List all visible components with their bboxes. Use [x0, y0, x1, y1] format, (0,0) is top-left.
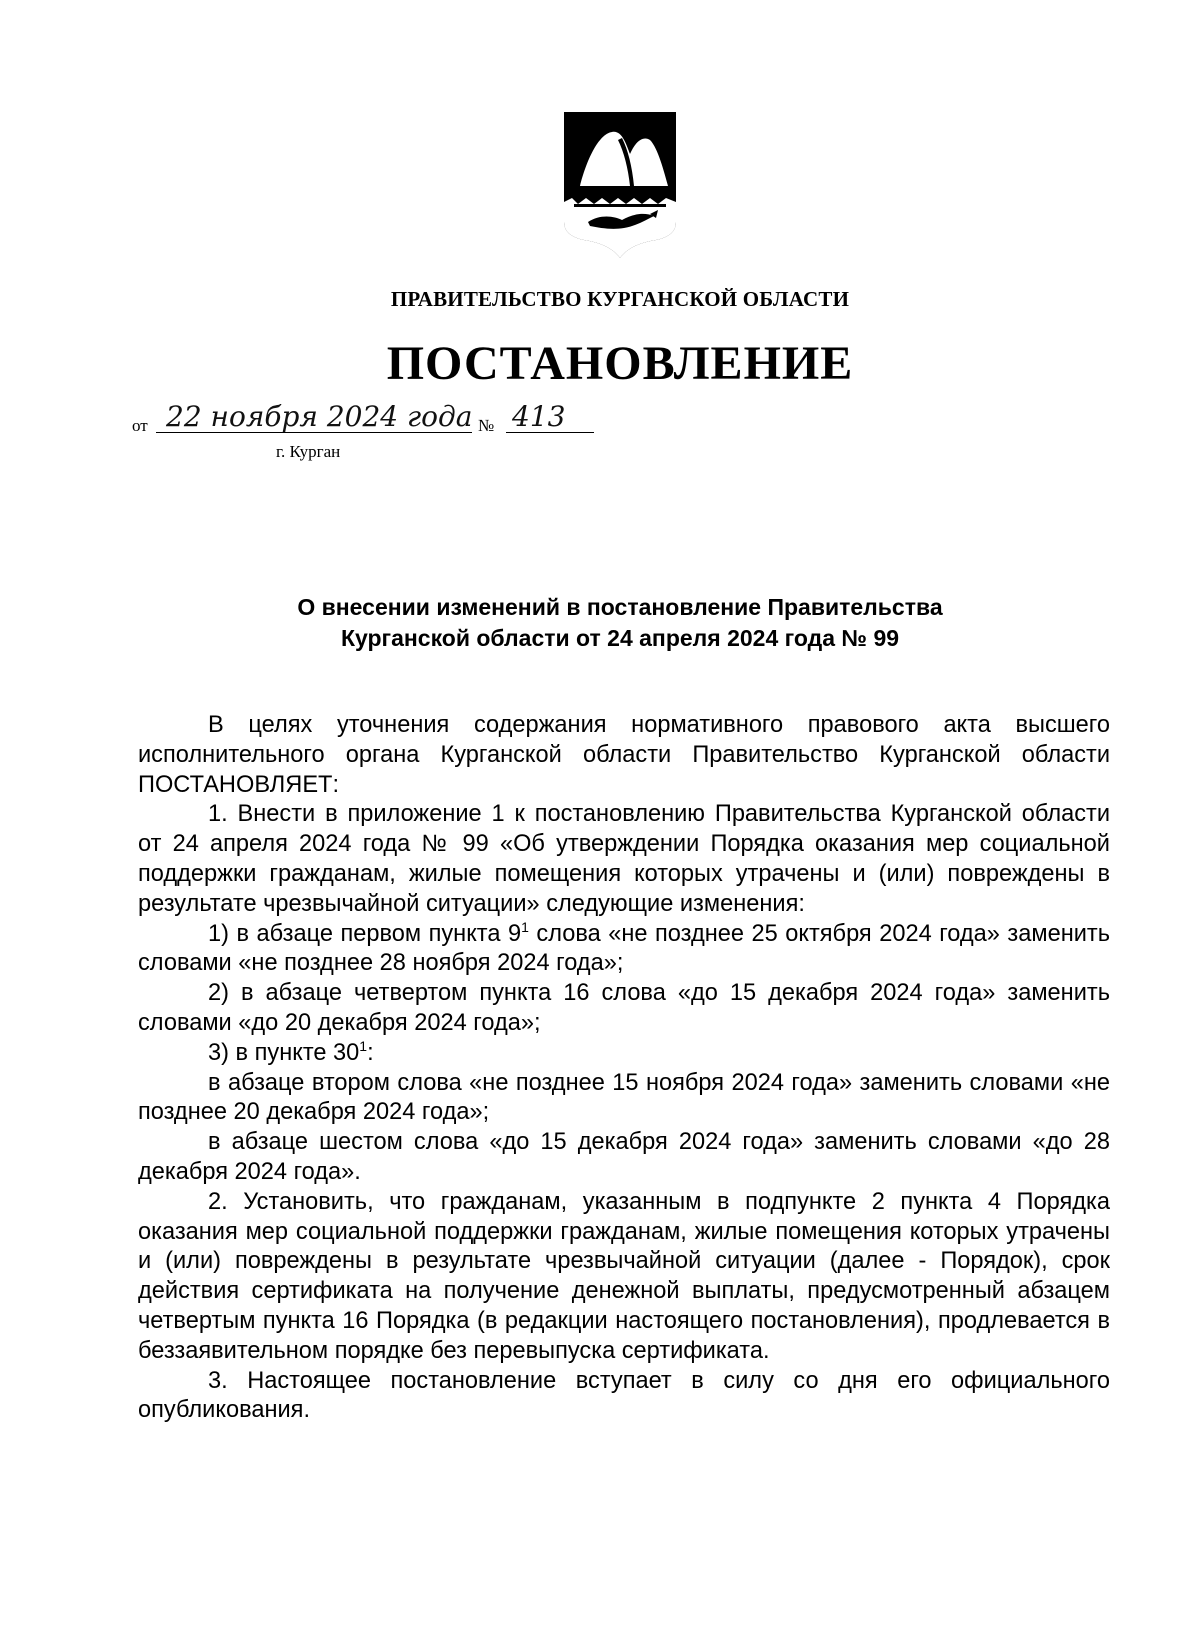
subitem-3-text-a: 3) в пункте 30 — [208, 1039, 360, 1066]
date-prefix: от — [132, 416, 148, 435]
subitem-1-paragraph — [138, 920, 1110, 980]
subitem-3-superscript: 1 — [359, 1037, 368, 1054]
number-prefix: № — [478, 416, 495, 435]
organization-name: ПРАВИТЕЛЬСТВО КУРГАНСКОЙ ОБЛАСТИ — [390, 287, 850, 311]
handwritten-number: 413 — [512, 400, 566, 433]
subitem-3-text-b: : — [367, 1039, 374, 1066]
item-3-paragraph: 3. Настоящее постановление вступает в силу со дня его официального опубликования. — [138, 1367, 1110, 1424]
title-line-1: О внесении изменений в постановление Правительства — [297, 594, 943, 620]
document-type: ПОСТАНОВЛЕНИЕ — [386, 337, 854, 390]
subitem-3-paragraph — [138, 1039, 1110, 1069]
subitem-1-superscript: 1 — [521, 918, 529, 935]
item-1-paragraph: 1. Внести в приложение 1 к постановлению Правительства Курганской области от 24 апреля 2024 года № 99 «Об утверждении Порядка оказания мер социальной поддержки гражданам, жилые помещения которых утрачены и (или) повреждены в результате чрезвычайной ситуации» следующие изменения: — [138, 801, 1110, 917]
kurgan-coat-of-arms-icon — [560, 110, 680, 260]
document-body — [138, 711, 1110, 1426]
subitem-2-paragraph: 2) в абзаце четвертом пункта 16 слова «до 15 декабря 2024 года» заменить словами «до 20 декабря 2024 года»; — [138, 980, 1110, 1036]
document-title — [150, 592, 1090, 654]
subitem-3-paragraph-1: в абзаце втором слова «не позднее 15 ноября 2024 года» заменить словами «не позднее 20 декабря 2024 года»; — [138, 1069, 1110, 1126]
item-2-paragraph: 2. Установить, что гражданам, указанным в подпункте 2 пункта 4 Порядка оказания мер социальной поддержки гражданам, жилые помещения которых утрачены и (или) повреждены в результате чрезвычайной ситуации (далее - Порядок), срок действия сертификата на получение денежной выплаты, предусмотренный абзацем четвертым пункта 16 Порядка (в редакции настоящего постановления), продлевается в беззаявительном порядке без перевыпуска сертификата. — [138, 1188, 1110, 1364]
city-label: г. Курган — [276, 442, 341, 461]
preamble-paragraph: В целях уточнения содержания нормативного правового акта высшего исполнительного органа Курганской области Правительство Курганской области ПОСТАНОВЛЯЕТ: — [138, 712, 1110, 798]
handwritten-date: 22 ноября 2024 года — [166, 400, 473, 433]
subitem-1-text-b: слова «не позднее 25 октября 2024 года» заменить словами «не позднее 28 ноября 2024 года»; — [138, 920, 1110, 977]
subitem-3-paragraph-2: в абзаце шестом слова «до 15 декабря 2024 года» заменить словами «до 28 декабря 2024 года». — [138, 1129, 1110, 1185]
subitem-1-text-a: 1) в абзаце первом пункта 9 — [208, 920, 522, 947]
date-underline — [156, 432, 472, 433]
title-line-2: Курганской области от 24 апреля 2024 года № 99 — [340, 625, 900, 651]
number-underline — [506, 432, 594, 433]
